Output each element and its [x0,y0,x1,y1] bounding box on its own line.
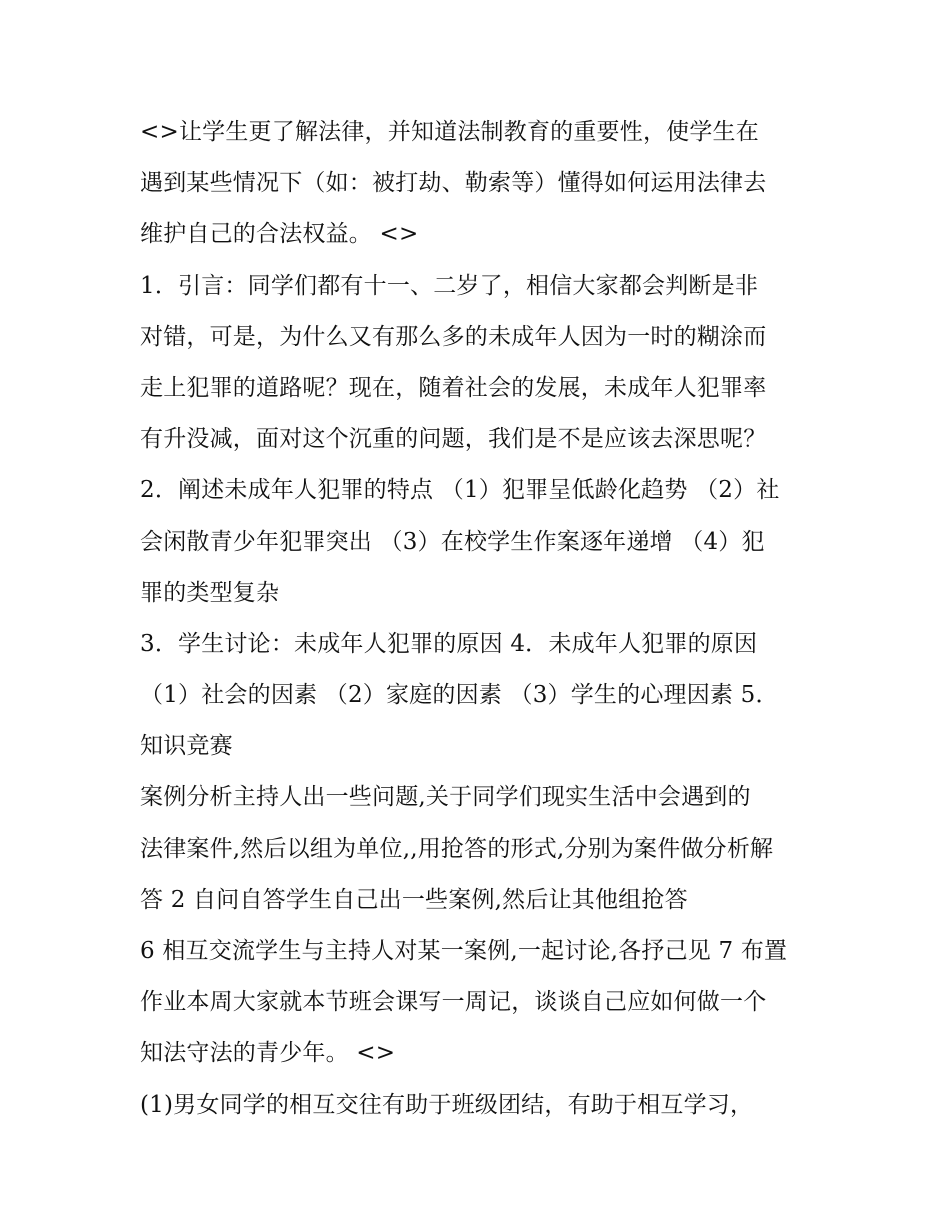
text-line: 罪的类型复杂 [140,579,280,606]
text-line: 遇到某些情况下（如：被打劫、勒索等）懂得如何运用法律去 [140,170,767,197]
text-line: 答 2 自问自答学生自己出一些案例,然后让其他组抢答 [140,886,688,913]
text-line: 2．阐述未成年人犯罪的特点 （1）犯罪呈低龄化趋势 （2）社 [140,477,780,504]
text-line: 6 相互交流学生与主持人对某一案例,一起讨论,各抒己见 7 布置 [140,938,788,964]
text-line: 会闲散青少年犯罪突出 （3）在校学生作案逐年递增 （4）犯 [140,528,765,555]
text-line: 有升没减，面对这个沉重的问题，我们是不是应该去深思呢？ [140,426,767,453]
text-line: 1．引言：同学们都有十一、二岁了，相信大家都会判断是非 [140,272,759,299]
text-line: 维护自己的合法权益。 <> [140,221,419,248]
text-line: 作业本周大家就本节班会课写一周记，谈谈自己应如何做一个 [140,989,767,1016]
document-body [140,107,820,1131]
text-line: <>让学生更了解法律，并知道法制教育的重要性，使学生在 [140,119,759,145]
text-line: 案例分析主持人出一些问题,关于同学们现实生活中会遇到的 [140,784,751,811]
text-line: 知识竞赛 [140,733,233,760]
text-line: 走上犯罪的道路呢？现在，随着社会的发展，未成年人犯罪率 [140,374,767,401]
text-line: （1）社会的因素 （2）家庭的因素 （3）学生的心理因素 5． [140,682,779,709]
text-line: 知法守法的青少年。 <> [140,1040,396,1067]
text-line: 3．学生讨论：未成年人犯罪的原因 4．未成年人犯罪的原因 [140,630,758,657]
text-line: 法律案件,然后以组为单位,,用抢答的形式,分别为案件做分析解 [140,835,774,862]
text-line: (1)男女同学的相互交往有助于班级团结，有助于相互学习， [140,1091,754,1118]
text-line: 对错，可是，为什么又有那么多的未成年人因为一时的糊涂而 [140,323,767,350]
